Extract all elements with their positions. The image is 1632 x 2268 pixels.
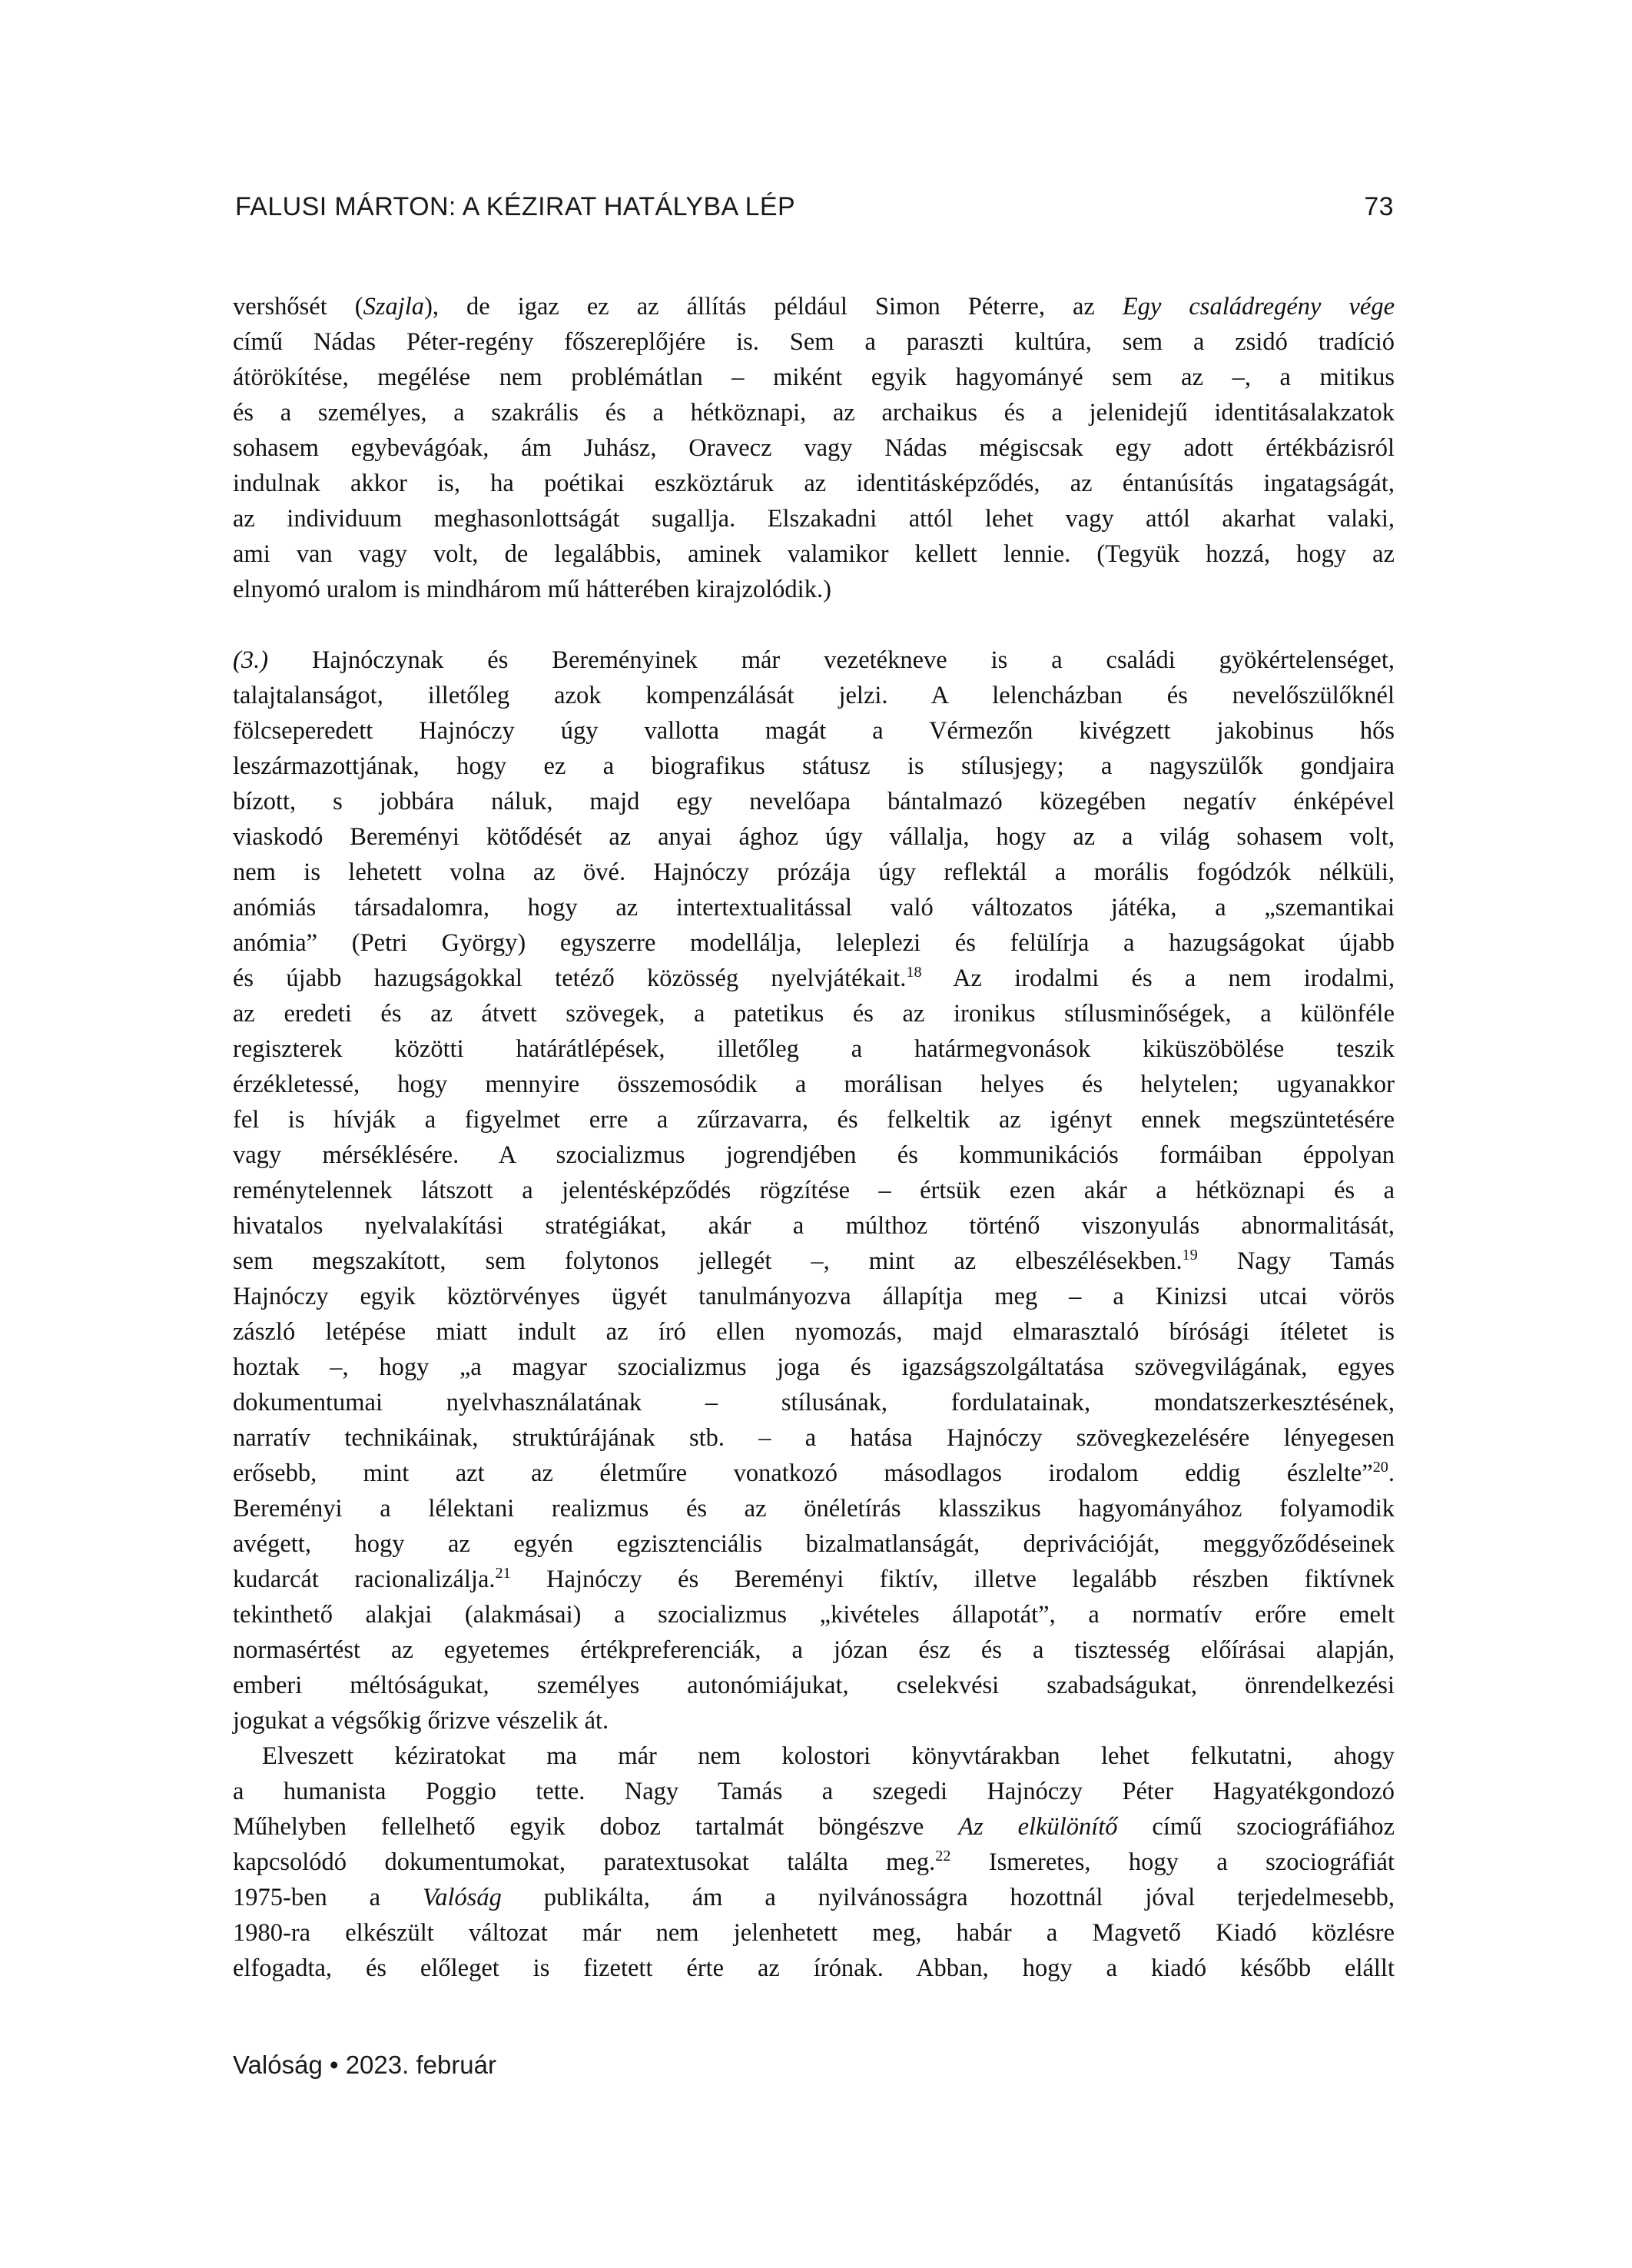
- journal-issue-label: Valóság • 2023. február: [233, 2050, 497, 2079]
- text-line: [233, 713, 1395, 749]
- text-run: sem megszakított, sem folytonos jellegét –, mint az elbeszélésekben.: [233, 1247, 1183, 1275]
- text-run: című szociográfiához: [1117, 1813, 1395, 1841]
- text-run: emberi méltóságukat, személyes autonómiájukat, cselekvési szabadságukat, önrendelkezési: [233, 1672, 1395, 1699]
- text-line: [233, 289, 1395, 324]
- text-line: [233, 1880, 1395, 1915]
- text-line: [233, 572, 1395, 607]
- text-run: vershősét (: [233, 293, 363, 320]
- text-run: hivatalos nyelvalakítási stratégiákat, akár a múlthoz történő viszonyulás abnormalitását,: [233, 1212, 1395, 1240]
- text-run: 1980-ra elkészült változat már nem jelenhetett meg, habár a Magvető Kiadó közlésre: [233, 1919, 1395, 1947]
- text-run: elfogadta, és előleget is fizetett érte az írónak. Abban, hogy a kiadó később elállt: [233, 1954, 1395, 1982]
- text-run: erősebb, mint azt az életműre vonatkozó másodlagos irodalom eddig észlelte”: [233, 1459, 1373, 1487]
- text-line: [233, 1208, 1395, 1244]
- text-line: [233, 925, 1395, 961]
- text-run: regiszterek közötti határátlépések, illetőleg a határmegvonások kiküszöbölése teszik: [233, 1035, 1395, 1063]
- paragraph: [233, 289, 1395, 607]
- text-run: és a személyes, a szakrális és a hétköznapi, az archaikus és a jelenidejű identitásalakzatok: [233, 399, 1395, 427]
- text-line: [233, 855, 1395, 890]
- text-line: [233, 996, 1395, 1031]
- text-line: [233, 1420, 1395, 1456]
- page-number: 73: [1364, 192, 1394, 221]
- text-line: [233, 1350, 1395, 1385]
- text-run: Nagy Tamás: [1197, 1247, 1395, 1275]
- text-run: talajtalanságot, illetőleg azok kompenzálását jelzi. A lelencházban és nevelőszülőknél: [233, 682, 1395, 709]
- page-header: [235, 192, 1394, 222]
- text-line: [233, 1668, 1395, 1703]
- text-run: Hajnóczy és Bereményi fiktív, illetve legalább részben fiktívnek: [510, 1566, 1395, 1593]
- text-line: [233, 1137, 1395, 1173]
- page-footer: [233, 2050, 496, 2080]
- text-run: tekinthető alakjai (alakmásai) a szocializmus „kivételes állapotát”, a normatív erőre emelt: [233, 1601, 1395, 1629]
- text-run: zászló letépése miatt indult az író ellen nyomozás, majd elmarasztaló bírósági ítéletet is: [233, 1318, 1395, 1346]
- italic-run: (3.): [233, 646, 269, 674]
- text-line: [233, 1067, 1395, 1102]
- text-line: [233, 1809, 1395, 1845]
- paragraph: [233, 1738, 1395, 1986]
- text-run: ami van vagy volt, de legalábbis, aminek valamikor kellett lennie. (Tegyük hozzá, hogy az: [233, 540, 1395, 568]
- text-line: [233, 1279, 1395, 1314]
- text-line: [233, 395, 1395, 430]
- paragraph: [233, 643, 1395, 1738]
- text-line: [233, 678, 1395, 713]
- text-run: kudarcát racionalizálja.: [233, 1566, 496, 1593]
- text-line: [233, 819, 1395, 855]
- text-run: vagy mérséklésére. A szocializmus jogrendjében és kommunikációs formáiban éppolyan: [233, 1141, 1395, 1169]
- body-text: [233, 289, 1395, 1986]
- text-line: [233, 784, 1395, 819]
- text-line: [233, 1915, 1395, 1951]
- text-run: Hajnóczy egyik köztörvényes ügyét tanulmányozva állapítja meg – a Kinizsi utcai vörös: [233, 1283, 1395, 1310]
- text-run: anómia” (Petri György) egyszerre modellálja, leleplezi és felülírja a hazugságokat újabb: [233, 929, 1395, 957]
- text-line: [233, 1632, 1395, 1668]
- footnote-reference: 21: [495, 1565, 511, 1582]
- text-line: [233, 1173, 1395, 1208]
- text-run: jogukat a végsőkig őrizve vészelik át.: [233, 1707, 609, 1735]
- text-line: [233, 1597, 1395, 1632]
- text-line: [233, 890, 1395, 925]
- text-run: Hajnóczynak és Bereményinek már vezetékneve is a családi gyökértelenséget,: [268, 646, 1395, 674]
- footnote-reference: 18: [906, 964, 922, 981]
- italic-run: Az elkülönítő: [958, 1813, 1118, 1841]
- text-run: Elveszett kéziratokat ma már nem kolostori könyvtárakban lehet felkutatni, ahogy: [262, 1742, 1395, 1770]
- text-run: nem is lehetett volna az övé. Hajnóczy prózája úgy reflektál a morális fogódzók nélküli,: [233, 858, 1395, 886]
- text-line: [233, 1385, 1395, 1420]
- text-line: [233, 1456, 1395, 1491]
- text-line: [233, 1703, 1395, 1738]
- text-run: érzékletessé, hogy mennyire összemosódik a morálisan helyes és helytelen; ugyanakkor: [233, 1071, 1395, 1098]
- italic-run: Egy családregény vége: [1122, 293, 1395, 320]
- footnote-reference: 22: [935, 1848, 951, 1865]
- text-line: [233, 501, 1395, 536]
- text-line: [233, 1314, 1395, 1350]
- text-line: [233, 1951, 1395, 1986]
- running-title: FALUSI MÁRTON: A KÉZIRAT HATÁLYBA LÉP: [235, 192, 796, 221]
- text-line: [233, 1738, 1395, 1774]
- text-run: Bereményi a lélektani realizmus és az önéletírás klasszikus hagyományához folyamodik: [233, 1495, 1395, 1523]
- text-line: [233, 1244, 1395, 1279]
- text-run: átörökítése, megélése nem problémátlan – miként egyik hagyományé sem az –, a mitikus: [233, 364, 1395, 391]
- text-line: [233, 430, 1395, 466]
- footnote-reference: 20: [1372, 1459, 1388, 1476]
- text-run: az eredeti és az átvett szövegek, a patetikus és az ironikus stílusminőségek, a különféle: [233, 1000, 1395, 1028]
- footnote-reference: 19: [1182, 1247, 1198, 1264]
- text-run: fölcseperedett Hajnóczy úgy vallotta magát a Vérmezőn kivégzett jakobinus hős: [233, 717, 1395, 745]
- text-run: anómiás társadalomra, hogy az intertextualitással való változatos játéka, a „szemantikai: [233, 894, 1395, 921]
- text-line: [233, 1102, 1395, 1137]
- text-run: 1975-ben a: [233, 1884, 423, 1911]
- text-run: elnyomó uralom is mindhárom mű hátterében kirajzolódik.): [233, 576, 831, 603]
- text-run: indulnak akkor is, ha poétikai eszköztáruk az identitásképződés, az éntanúsítás ingatagságát,: [233, 470, 1395, 497]
- text-line: [233, 1031, 1395, 1067]
- text-run: avégett, hogy az egyén egzisztenciális bizalmatlanságát, deprivációját, meggyőződéseinek: [233, 1530, 1395, 1558]
- italic-run: Valóság: [422, 1884, 502, 1911]
- italic-run: Szajla: [363, 293, 425, 320]
- text-line: [233, 466, 1395, 501]
- text-run: dokumentumai nyelvhasználatának – stílusának, fordulatainak, mondatszerkesztésének,: [233, 1389, 1395, 1416]
- text-line: [233, 1845, 1395, 1880]
- text-run: sohasem egybevágóak, ám Juhász, Oravecz vagy Nádas mégiscsak egy adott értékbázisról: [233, 434, 1395, 462]
- text-run: reménytelennek látszott a jelentésképződés rögzítése – értsük ezen akár a hétköznapi és a: [233, 1177, 1395, 1204]
- text-run: leszármazottjának, hogy ez a biografikus státusz is stílusjegy; a nagyszülők gondjaira: [233, 752, 1395, 780]
- text-line: [233, 749, 1395, 784]
- text-run: normasértést az egyetemes értékpreferenciák, a józan ész és a tisztesség előírásai alapján,: [233, 1636, 1395, 1664]
- text-run: fel is hívják a figyelmet erre a zűrzavarra, és felkeltik az igényt ennek megszüntetésére: [233, 1106, 1395, 1134]
- text-line: [233, 643, 1395, 678]
- text-line: [233, 324, 1395, 360]
- text-run: bízott, s jobbára náluk, majd egy nevelőapa bántalmazó közegében negatív énképével: [233, 788, 1395, 815]
- text-line: [233, 1526, 1395, 1562]
- text-line: [233, 1562, 1395, 1597]
- text-run: című Nádas Péter-regény főszereplőjére is. Sem a paraszti kultúra, sem a zsidó tradíció: [233, 328, 1395, 356]
- text-run: és újabb hazugságokkal tetéző közösség nyelvjátékait.: [233, 965, 907, 992]
- text-run: narratív technikáinak, struktúrájának stb. – a hatása Hajnóczy szövegkezelésére lényegesen: [233, 1424, 1395, 1452]
- text-run: .: [1388, 1459, 1395, 1487]
- text-run: a humanista Poggio tette. Nagy Tamás a szegedi Hajnóczy Péter Hagyatékgondozó: [233, 1778, 1395, 1805]
- text-run: Az irodalmi és a nem irodalmi,: [921, 965, 1395, 992]
- text-run: ), de igaz ez az állítás például Simon Péterre, az: [424, 293, 1123, 320]
- text-line: [233, 1491, 1395, 1526]
- text-run: viaskodó Bereményi kötődését az anyai ághoz úgy vállalja, hogy az a világ sohasem volt,: [233, 823, 1395, 851]
- text-run: Műhelyben fellelhető egyik doboz tartalmát böngészve: [233, 1813, 959, 1841]
- text-run: Ismeretes, hogy a szociográfiát: [950, 1848, 1395, 1876]
- text-run: hoztak –, hogy „a magyar szocializmus joga és igazságszolgáltatása szövegvilágának, egyes: [233, 1353, 1395, 1381]
- text-run: publikálta, ám a nyilvánosságra hozottnál jóval terjedelmesebb,: [501, 1884, 1395, 1911]
- text-line: [233, 360, 1395, 395]
- text-run: kapcsolódó dokumentumokat, paratextusokat találta meg.: [233, 1848, 936, 1876]
- text-line: [233, 1774, 1395, 1809]
- text-line: [233, 536, 1395, 572]
- text-run: az individuum meghasonlottságát sugallja. Elszakadni attól lehet vagy attól akarhat valaki,: [233, 505, 1395, 533]
- text-line: [233, 961, 1395, 996]
